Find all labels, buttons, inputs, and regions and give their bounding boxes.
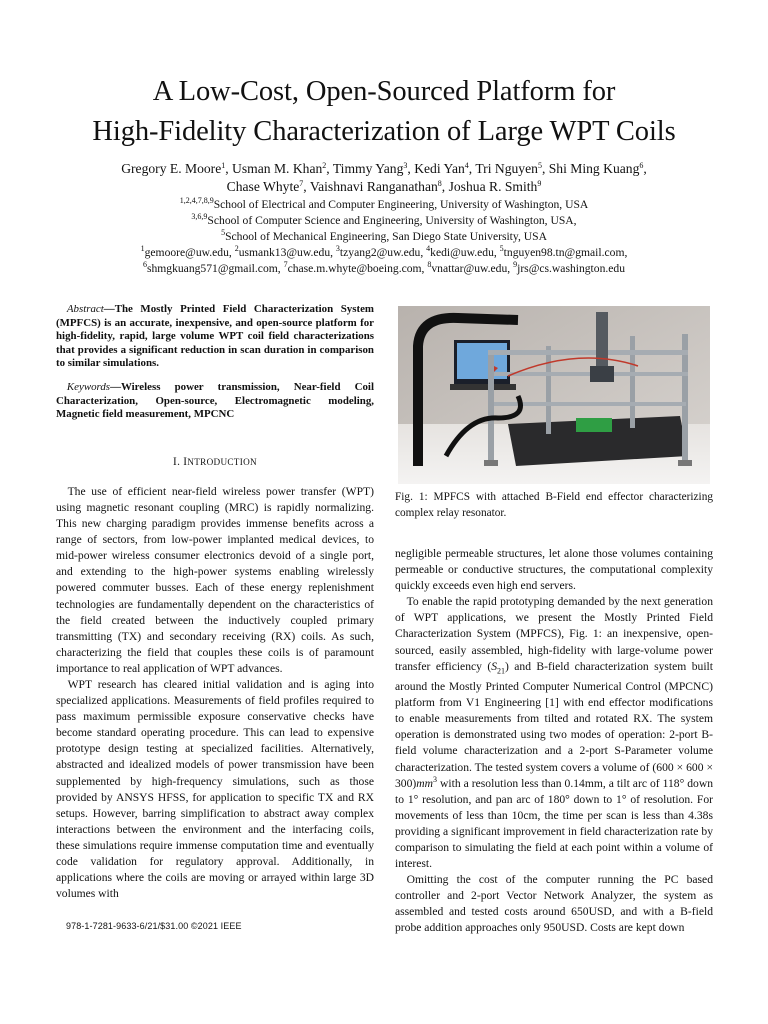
author-name: Chase Whyte [226,179,300,194]
body-paragraph: The use of efficient near-field wireless power transfer (WPT) using magnetic resonant coupling (MRC) is rapidly normalizing. This new charging paradigm provides immense benefits across a range of sectors, from low-power implanted medical devices, to mid-power wireless consumer electronics devoid of a single port, and extending to the high-power systems enabling wirelessly powered commuter busses. Each of these energy replenishment technologies are fundamentally dependent on the characteristics of the field created between the inductively coupled primary transmitting (TX) and secondary receiving (RX) coils. As such, characterizing the field that couples these coils is of paramount importance to real application of WPT advances. [56,484,374,675]
mpfcs-photo-illustration [398,306,710,484]
author-name: Tri Nguyen [475,161,538,176]
email-sup: 8 [427,260,432,269]
email-line-1 [0,245,768,261]
author-list [0,160,768,196]
author-sup: 6 [639,161,644,170]
email[interactable]: tzyang2@uw.edu, [339,246,424,259]
author-sup: 1 [221,161,226,170]
author-sup: 8 [437,179,442,188]
author-name: Joshua R. Smith [448,179,538,194]
email[interactable]: vnattar@uw.edu, [431,262,511,275]
keywords-paragraph [56,381,374,422]
affiliation-line [0,229,768,245]
left-column [56,303,374,902]
affiliation-line [0,213,768,229]
section-title-rest: NTRODUCTION [187,456,257,467]
author-sup: 4 [464,161,469,170]
keywords-lead: Keywords [66,380,111,393]
author-sup: 9 [537,179,542,188]
text-run: ) and B-field characterization system built around the Mostly Printed Computer Numerical Control (MPCNC) platform from V1 Engineering [1] with end effector modifications to enable measurements from tilted and rotated RX. The system operation is demonstrated using two modes of operation: 2-port B-field volume characterization and a 2-port S-Parameter volume characterization. The tested system covers a volume of [395,659,713,774]
author-line-2: Chase Whyte$^7$, Vaishnavi Ranganathan$^8$, Joshua R. Smith$^9$ [226,179,542,194]
abstract-text: —The Mostly Printed Field Characterization System (MPFCS) is an accurate, inexpensive, and open-source platform for high-fidelity, rapid, large volume WPT coil field characterizations that provides a significant reduction in scan duration in comparison to similar simulations. [56,303,374,370]
author-name: Usman M. Khan [232,161,323,176]
text-run: with a resolution less than 0.14mm, a tilt arc of 118° down to 1° resolution, and pan arc of 180° down to 1° of resolution. For movements of less than 10cm, the time per scan is less than 4.38s providing a significant improvement in field characterization rate by comparison to simulating the field at each point within a volume of interest. [395,776,713,871]
email-sup: 6 [142,260,147,269]
email-sup: 7 [283,260,288,269]
email-sup: 1 [140,244,145,253]
body-paragraph [395,594,713,872]
math-exponent: 3 [433,774,438,784]
email-sup: 4 [426,244,431,253]
email[interactable]: usmank13@uw.edu, [238,246,334,259]
email[interactable]: gemoore@uw.edu, [144,246,232,259]
email-sup: 2 [234,244,239,253]
abstract-paragraph [56,303,374,371]
author-sup: 3 [403,161,408,170]
email-sup: 5 [499,244,504,253]
figure-photo [398,306,710,484]
email-line-2 [0,261,768,277]
body-paragraph: negligible permeable structures, let alone those volumes containing permeable or conductive structures, the computational complexity quickly exceeds even high end servers. [395,547,713,593]
author-name: Timmy Yang [332,161,404,176]
affiliation-text: School of Electrical and Computer Engineering, University of Washington, USA [213,198,589,211]
pcb-board [576,418,612,432]
affiliation-text: School of Computer Science and Engineering, University of Washington, USA, [207,214,577,227]
affiliation-sup: 3,6,9 [191,212,208,221]
author-sup: 2 [322,161,327,170]
section-heading-introduction [56,454,374,470]
copyright-notice: 978-1-7281-9633-6/21/$31.00 ©2021 IEEE [66,921,242,931]
affiliation-text: School of Mechanical Engineering, San Diego State University, USA [225,230,547,243]
figure-caption: Fig. 1: MPFCS with attached B-Field end effector characterizing complex relay resonator. [395,491,713,519]
affiliation-sup: 1,2,4,7,8,9 [179,196,214,205]
author-sup: 5 [537,161,542,170]
math-expression: (600 × 600 × 300) [395,760,713,790]
text-run: To enable the rapid prototyping demanded by the next generation of WPT applications, we present the Mostly Printed Field Characterization System (MPFCS), Fig. 1: an inexpensive, open-sourced, easily assembled, high-fidelity with large-volume power transfer efficiency ( [395,595,713,673]
keywords-text: —Wireless power transmission, Near-field Coil Characterization, Open-source, Electromagnetic modeling, Magnetic field measurement, MPCNC [56,380,374,421]
author-name: Kedi Yan [414,161,465,176]
author-name: Shi Ming Kuang [548,161,640,176]
paper-title [0,72,768,152]
abstract-lead: Abstract [66,303,104,315]
author-name: Gregory E. Moore [121,161,222,176]
right-column [395,546,713,937]
affiliations [0,197,768,277]
body-paragraph: WPT research has cleared initial validation and is aging into specialized applications. Measurements of field profiles required to pass maximum permissible exposure conservative checks have become standard operating procedure. This can lead to expensive prototype design testing at specialized facilities. Alternatively, abstracted and idealized models of power transmission have been supplemented by high-frequency simulations, such as those provided by ANSYS HFSS, for application to specific TX and RX setups. However, barring simplification to abstract away complex interactions between the environment and the interfacing coils, these simulations require immense computation time and eventually code validation for regulatory approval. Additionally, in applications where the coils are moving or arrayed within large 3D volumes with [56,677,374,901]
section-numeral: I. I [173,455,188,468]
email-sup: 9 [513,260,518,269]
math-unit: mm [416,776,434,790]
title-line-2: High-Fidelity Characterization of Large WPT Coils [92,116,676,147]
body-paragraph: Omitting the cost of the computer running the PC based controller and 2-port Vector Network Analyzer, the system as assembled and tested costs around 650USD, and with a B-field probe addition approaches only 950USD. Costs are kept down [395,873,713,935]
intro-body [56,484,374,902]
title-line-1: A Low-Cost, Open-Sourced Platform for [152,76,616,107]
author-sup: 7 [299,179,304,188]
math-symbol: S [491,659,498,673]
affiliation-sup: 5 [221,228,226,237]
author-name: Vaishnavi Ranganathan [309,179,438,194]
affiliation-line [0,197,768,213]
abstract-block [56,303,374,422]
email[interactable]: chase.m.whyte@boeing.com, [287,262,425,275]
email-sup: 3 [335,244,340,253]
author-line-1: Gregory E. Moore$^1$, Usman M. Khan$^2$, Timmy Yang$^3$, Kedi Yan$^4$, Tri Nguyen$^5$, Shi Ming Kuang$^6$, [121,161,647,176]
email[interactable]: kedi@uw.edu, [430,246,497,259]
email[interactable]: jrs@cs.washington.edu [517,262,626,275]
email[interactable]: shmgkuang571@gmail.com, [146,262,281,275]
math-subscript: 21 [497,665,506,675]
email[interactable]: tnguyen98.tn@gmail.com, [503,246,628,259]
